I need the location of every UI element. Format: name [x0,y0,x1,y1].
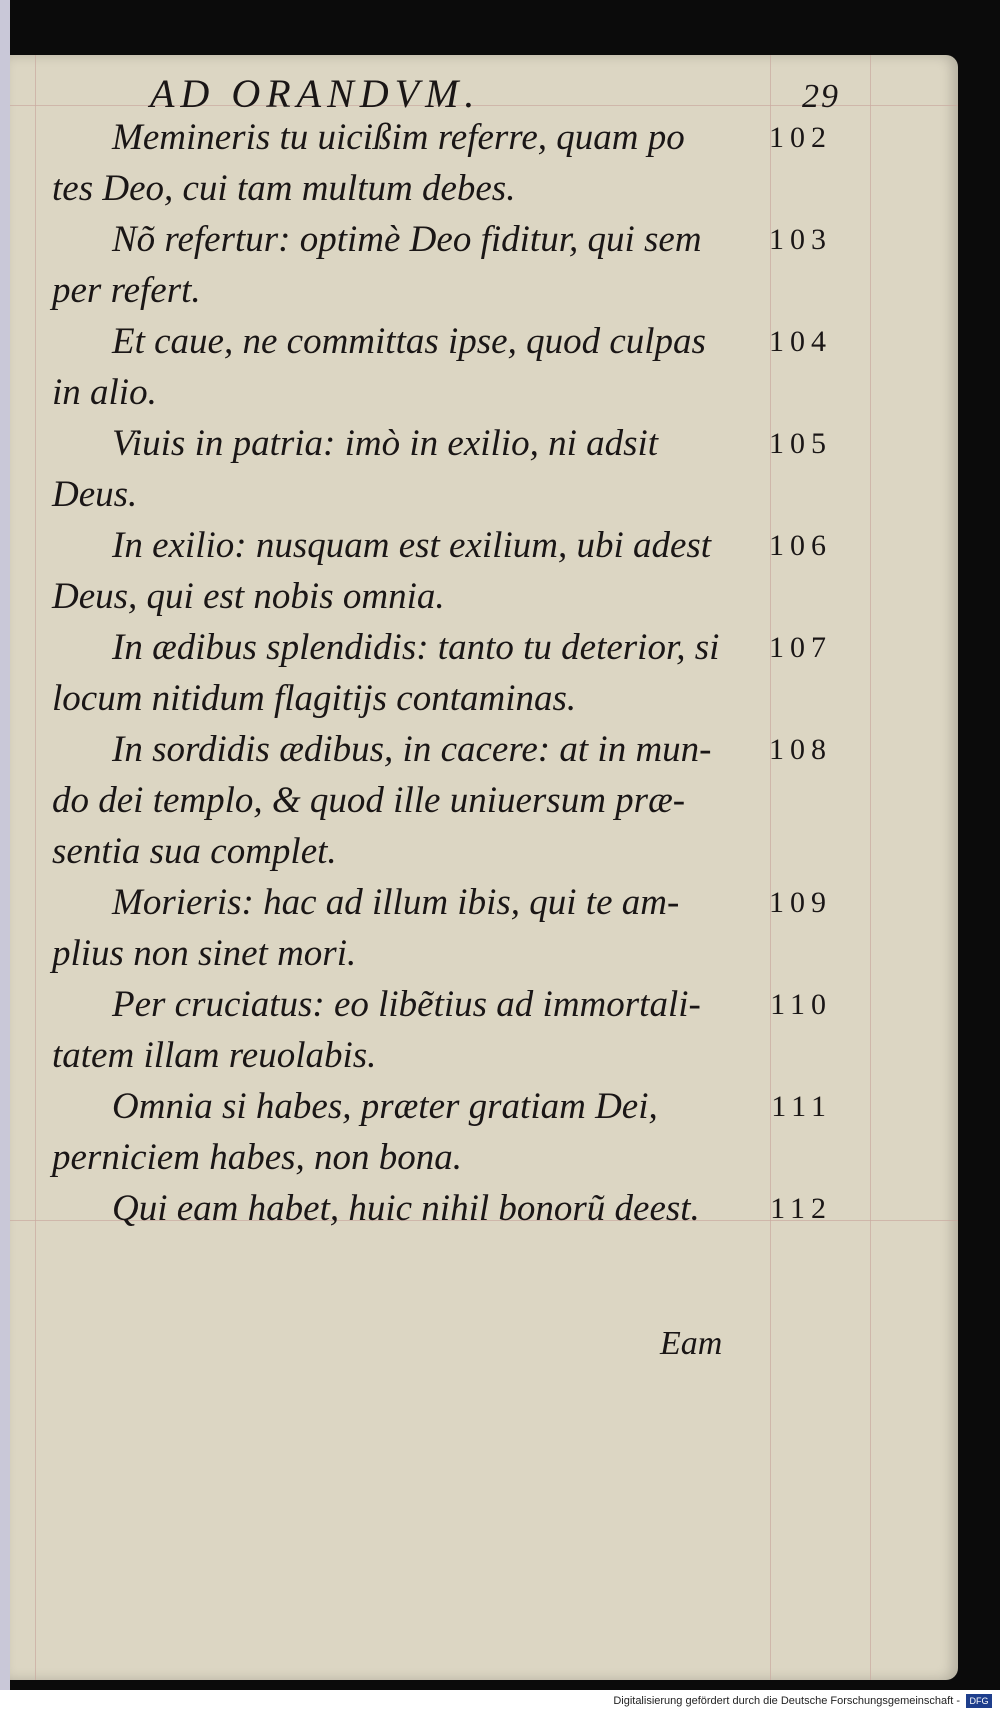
entry-line: perniciem habes, non bona. [52,1137,463,1178]
entry [52,316,832,418]
entry-line: Omnia si habes, præter gratiam Dei, [112,1086,658,1127]
entry-line: plius non sinet mori. [52,933,357,974]
ruled-line-outer [870,55,871,1680]
entry-number: 112 [770,1192,832,1225]
ruled-line-left [35,55,36,1680]
entry [52,979,832,1081]
running-title: AD ORANDVM. [150,71,481,116]
footer-bar [0,1690,1000,1712]
entry [52,877,832,979]
entry-line: Per cruciatus: eo libẽtius ad immortali- [112,984,701,1025]
entry-line: sentia sua complet. [52,831,337,872]
dfg-logo: DFG [966,1694,992,1708]
entry-line: tatem illam reuolabis. [52,1035,377,1076]
entry [52,724,832,877]
entry-number: 102 [769,121,832,154]
entry-line: do dei templo, & quod ille uniuersum præ- [52,780,686,821]
footer-credit: Digitalisierung gefördert durch die Deutsche Forschungsgemeinschaft - [613,1695,960,1707]
entry-line: per refert. [52,270,201,311]
entry-line: Memineris tu uicißim referre, quam po [112,117,685,158]
entry-line: Deus. [52,474,138,515]
running-head [150,70,840,117]
entry [52,622,832,724]
entry-line: In ædibus splendidis: tanto tu deterior, si [112,627,720,668]
entry-number: 110 [770,988,832,1021]
page-number: 29 [802,78,840,115]
left-page-edge [0,0,10,1690]
entry-line: Et caue, ne committas ipse, quod culpas [112,321,706,362]
entry-line: Viuis in patria: imò in exilio, ni adsit [112,423,659,464]
entry-line: In exilio: nusquam est exilium, ubi adest [112,525,712,566]
catchword: Eam [660,1325,723,1362]
entry-number: 106 [769,529,832,562]
entry-line: in alio. [52,372,157,413]
entry-line: Qui eam habet, huic nihil bonorũ deest. [112,1188,700,1229]
entry-line: tes Deo, cui tam multum debes. [52,168,516,209]
entry-number: 109 [769,886,832,919]
entry-line: locum nitidum flagitijs contaminas. [52,678,577,719]
entry [52,520,832,622]
entry-line: In sordidis ædibus, in cacere: at in mun- [112,729,712,770]
entry-number: 108 [769,733,832,766]
entry-number: 107 [769,631,832,664]
entry-number: 111 [771,1090,832,1123]
entry [52,1183,832,1234]
entry-number: 103 [769,223,832,256]
entry [52,1081,832,1183]
entry-line: Deus, qui est nobis omnia. [52,576,445,617]
entry-number: 104 [769,325,832,358]
entry [52,112,832,214]
entry [52,214,832,316]
text-block [52,112,832,1234]
entry [52,418,832,520]
entry-line: Nõ refertur: optimè Deo fiditur, qui sem [112,219,702,260]
entry-line: Morieris: hac ad illum ibis, qui te am- [112,882,680,923]
entry-number: 105 [769,427,832,460]
